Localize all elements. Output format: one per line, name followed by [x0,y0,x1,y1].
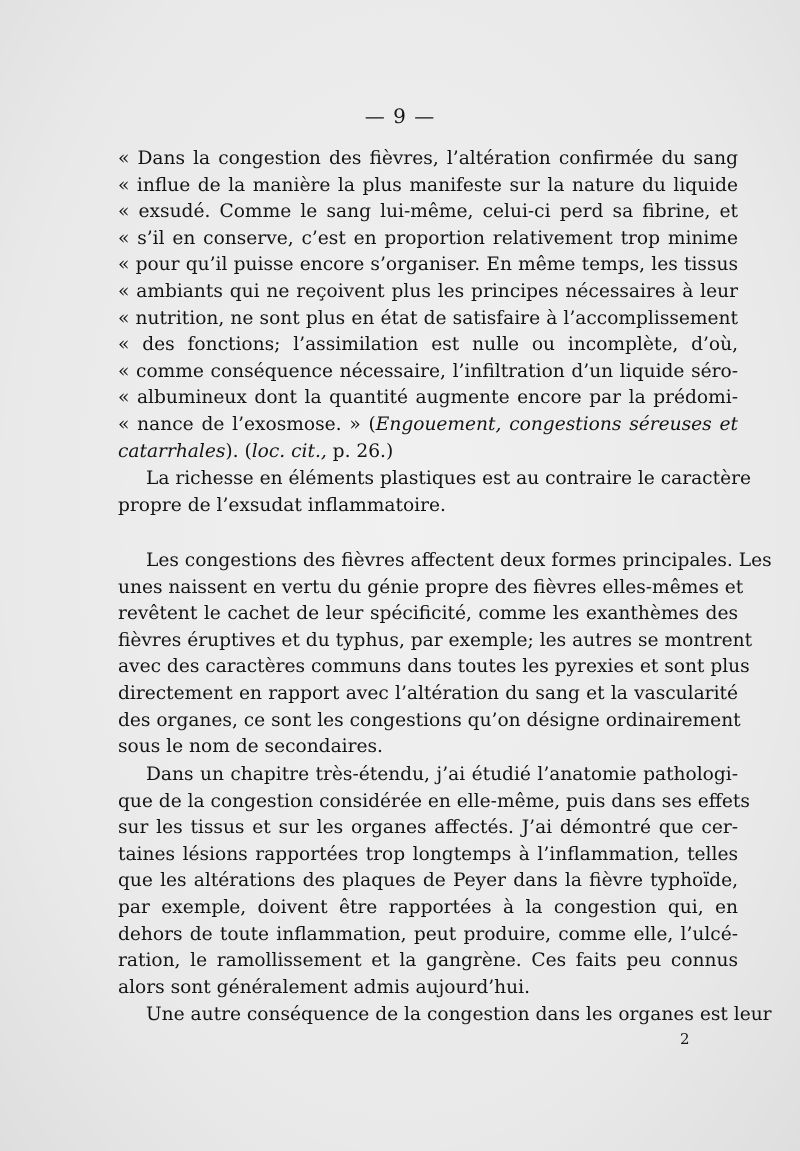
paragraph-line: revêtent le cachet de leur spécificité, comme les exanthèmes des [118,603,738,625]
quote-line-citation-start [118,412,738,439]
quote-line: « albumineux dont la quantité augmente encore par la prédomi- [118,387,738,409]
paragraph-line: fièvres éruptives et du typhus, par exemple; les autres se montrent [118,629,753,651]
quote-line: « influe de la manière la plus manifeste sur la nature du liquide [118,174,738,196]
quote-line: « ambiants qui ne reçoivent plus les principes nécessaires à leur [118,280,738,302]
quote-line-prefix: « nance de l’exosmose. » ( [118,413,376,435]
quote-line: « des fonctions; l’assimilation est nulle ou incomplète, d’où, [118,334,738,356]
paragraph-line: par exemple, doivent être rapportées à la congestion qui, en [118,896,738,918]
paragraph-line: Dans un chapitre très-étendu, j’ai étudié l’anatomie pathologi- [146,764,738,785]
quote-line: « Dans la congestion des fièvres, l’altération confirmée du sang [118,148,738,169]
paragraph-line: que de la congestion considérée en elle-même, puis dans ses effets [118,790,750,812]
paragraph-1 [118,466,751,519]
paragraph-line: avec des caractères communs dans toutes les pyrexies et sont plus [118,656,750,678]
paragraph-line: directement en rapport avec l’altération du sang et la vascularité [118,682,738,704]
quote-line: « pour qu’il puisse encore s’organiser. En même temps, les tissus [118,254,738,276]
paragraph-line: ration, le ramollissement et la gangrène. Ces faits peu connus [118,950,738,972]
page-number: — 9 — [364,104,436,128]
paragraph-3 [118,762,750,1001]
citation-title-end: catarrhales [118,440,226,462]
citation-loc: loc. cit., [251,440,327,462]
paragraph-line: propre de l’exsudat inflammatoire. [118,494,446,516]
paragraph-2 [118,548,772,761]
quote-line: « s’il en conserve, c’est en proportion relativement trop minime [118,227,738,249]
citation-page: p. 26.) [326,440,394,462]
paragraph-line: des organes, ce sont les congestions qu’on désigne ordinairement [118,709,741,731]
paragraph-line: Les congestions des fièvres affectent deux formes principales. Les [146,550,772,571]
quote-line: « exsudé. Comme le sang lui-même, celui-ci perd sa fibrine, et [118,201,738,223]
paragraph-line: sous le nom de secondaires. [118,736,383,758]
quote-block [118,146,738,465]
signature-mark: 2 [680,1030,690,1048]
paragraph-line: dehors de toute inflammation, peut produire, comme elle, l’ulcé- [118,923,738,945]
paragraph-line: Une autre conséquence de la congestion dans les organes est leur [146,1004,772,1025]
quote-line: « nutrition, ne sont plus en état de satisfaire à l’accomplissement [118,307,738,329]
paragraph-line: sur les tissus et sur les organes affectés. J’ai démontré que cer- [118,817,738,839]
paragraph-4 [118,1002,772,1029]
quote-line-citation-end [118,439,738,466]
citation-separator: ). ( [225,440,252,462]
paragraph-line: alors sont généralement admis aujourd’hui. [118,976,530,998]
quote-line: « comme conséquence nécessaire, l’infiltration d’un liquide séro- [118,360,738,382]
paragraph-line: unes naissent en vertu du génie propre des fièvres elles-mêmes et [118,576,744,598]
paragraph-line: que les altérations des plaques de Peyer dans la fièvre typhoïde, [118,870,738,892]
paragraph-line: La richesse en éléments plastiques est au contraire le caractère [146,468,751,489]
paragraph-line: taines lésions rapportées trop longtemps à l’inflammation, telles [118,843,738,865]
citation-title: Engouement, congestions séreuses et [375,413,738,435]
